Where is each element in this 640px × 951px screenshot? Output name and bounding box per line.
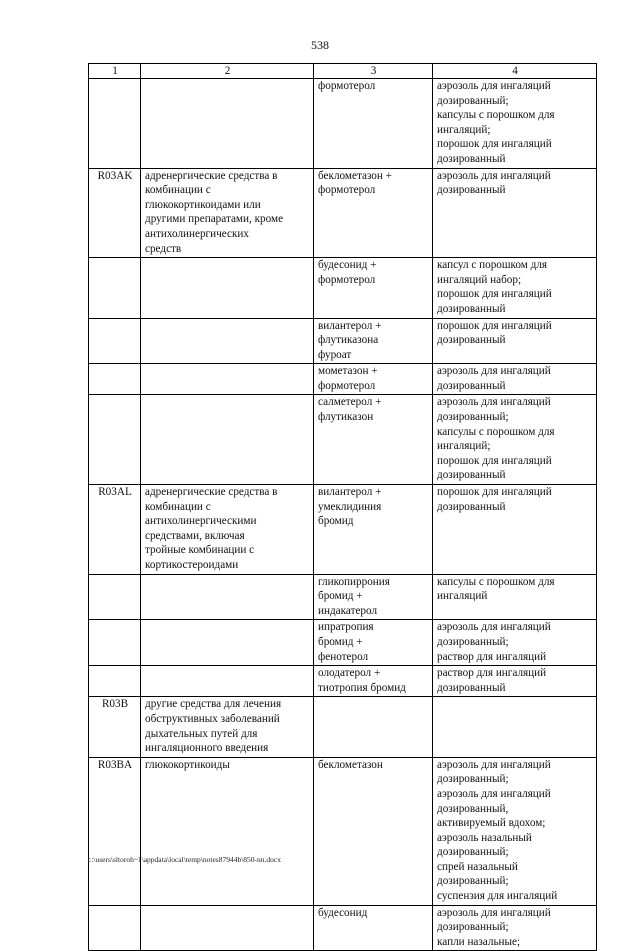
dosage-forms-line: аэрозоль назальный — [437, 831, 532, 844]
dosage-forms-line: дозированный — [437, 469, 506, 482]
group-name-line: антихолинергических — [145, 227, 249, 240]
drug-name-cell — [314, 318, 433, 364]
group-name-line: средств — [145, 242, 182, 255]
atc-code-cell: R03B — [89, 697, 141, 757]
dosage-forms-line: дозированный — [437, 152, 506, 165]
dosage-forms-line: порошок для ингаляций — [437, 138, 552, 151]
atc-code-cell — [89, 364, 141, 395]
group-name-cell — [141, 697, 314, 757]
group-name-cell — [141, 258, 314, 318]
drug-name-line: будесонид + — [318, 259, 377, 272]
drug-name-cell — [314, 258, 433, 318]
table-row — [89, 168, 597, 258]
table-row — [89, 79, 597, 169]
drug-name-line: тиотропия бромид — [318, 681, 406, 694]
dosage-forms-cell — [433, 258, 597, 318]
table-row — [89, 757, 597, 905]
dosage-forms-cell — [433, 905, 597, 951]
drug-name-line: будесонид — [318, 906, 368, 919]
atc-code-cell: R03AL — [89, 485, 141, 575]
dosage-forms-line: порошок для ингаляций — [437, 486, 552, 499]
dosage-forms-line: дозированный; — [437, 411, 509, 424]
dosage-forms-line: дозированный; — [437, 846, 509, 859]
group-name-cell — [141, 395, 314, 485]
footer-file-path: c:\users\sltoroh~1\appdata\local\temp\notes87944b\850-nn.docx — [88, 855, 281, 864]
dosage-forms-line: аэрозоль для ингаляций — [437, 621, 551, 634]
group-name-line: кортикостероидами — [145, 559, 239, 571]
drug-name-cell — [314, 574, 433, 620]
dosage-forms-line: дозированный — [437, 184, 506, 197]
atc-code-cell — [89, 620, 141, 666]
dosage-forms-line: капсулы с порошком для — [437, 109, 555, 122]
dosage-forms-line: дозированный — [437, 379, 506, 392]
group-name-line: адренергические средства в — [145, 486, 278, 499]
group-name-line: тройные комбинации с — [145, 544, 255, 557]
drug-name-cell — [314, 364, 433, 395]
dosage-forms-line: дозированный; — [437, 635, 509, 648]
atc-code-cell — [89, 318, 141, 364]
table-row — [89, 395, 597, 485]
header-col-3: 3 — [314, 64, 433, 79]
group-name-cell — [141, 574, 314, 620]
drug-name-cell — [314, 168, 433, 258]
group-name-cell — [141, 666, 314, 697]
atc-code-cell: R03AK — [89, 168, 141, 258]
dosage-forms-line: дозированный; — [437, 875, 509, 888]
dosage-forms-line: ингаляций — [437, 590, 488, 603]
drug-name-line: вилантерол + — [318, 319, 382, 332]
dosage-forms-line: дозированный; — [437, 94, 509, 107]
table-row — [89, 666, 597, 697]
group-name-line: средствами, включая — [145, 529, 245, 542]
atc-code-cell — [89, 905, 141, 951]
group-name-cell — [141, 485, 314, 575]
dosage-forms-line: аэрозоль для ингаляций — [437, 80, 551, 92]
dosage-forms-line: дозированный, — [437, 802, 509, 815]
table-row — [89, 905, 597, 951]
dosage-forms-cell — [433, 395, 597, 485]
drug-name-cell — [314, 697, 433, 757]
dosage-forms-cell — [433, 318, 597, 364]
group-name-line: комбинации с — [145, 500, 211, 513]
dosage-forms-line: аэрозоль для ингаляций — [437, 169, 551, 182]
atc-code-cell — [89, 574, 141, 620]
drug-name-line: умеклидиния — [318, 500, 382, 513]
drug-name-line: флутиказона — [318, 334, 379, 347]
dosage-forms-line: дозированный — [437, 681, 506, 694]
table-row — [89, 620, 597, 666]
dosage-forms-line: порошок для ингаляций — [437, 319, 552, 332]
group-name-cell — [141, 620, 314, 666]
group-name-cell — [141, 757, 314, 905]
group-name-cell — [141, 168, 314, 258]
dosage-forms-cell — [433, 697, 597, 757]
group-name-line: антихолинергическими — [145, 515, 257, 528]
group-name-line: глюкокортикоидами или — [145, 198, 261, 211]
dosage-forms-cell — [433, 620, 597, 666]
group-name-line: обструктивных заболеваний — [145, 712, 280, 725]
drug-name-line: олодатерол + — [318, 667, 381, 680]
page-number: 538 — [311, 38, 329, 52]
drug-name-line: бромид + — [318, 635, 363, 648]
dosage-forms-line: аэрозоль для ингаляций — [437, 365, 551, 378]
drug-name-line: бромид — [318, 515, 354, 528]
atc-code-cell — [89, 666, 141, 697]
dosage-forms-line: ингаляций; — [437, 123, 491, 136]
dosage-forms-line: спрей назальный — [437, 860, 518, 873]
group-name-line: адренергические средства в — [145, 169, 278, 182]
drug-name-line: бромид + — [318, 590, 363, 603]
atc-code-cell — [89, 258, 141, 318]
dosage-forms-cell — [433, 485, 597, 575]
dosage-forms-line: порошок для ингаляций — [437, 454, 552, 467]
atc-code-cell: R03BA — [89, 757, 141, 905]
dosage-forms-line: дозированный — [437, 302, 506, 315]
dosage-forms-line: аэрозоль для ингаляций — [437, 396, 551, 409]
group-name-cell — [141, 364, 314, 395]
drug-name-line: фенотерол — [318, 650, 369, 663]
group-name-line: другими препаратами, кроме — [145, 213, 284, 226]
drug-name-cell — [314, 620, 433, 666]
drug-name-line: салметерол + — [318, 396, 382, 409]
drug-name-line: формотерол — [318, 80, 376, 92]
dosage-forms-line: активируемый вдохом; — [437, 817, 546, 830]
drug-name-line: мометазон + — [318, 365, 378, 378]
drug-name-line: формотерол — [318, 379, 376, 392]
dosage-forms-line: капсулы с порошком для — [437, 425, 555, 438]
group-name-cell — [141, 318, 314, 364]
dosage-forms-line: дозированный; — [437, 921, 509, 934]
table-row — [89, 258, 597, 318]
atc-code-cell — [89, 395, 141, 485]
drug-name-line: вилантерол + — [318, 486, 382, 499]
dosage-forms-line: дозированный; — [437, 773, 509, 786]
dosage-forms-line: ингаляций; — [437, 440, 491, 453]
dosage-forms-cell — [433, 757, 597, 905]
drug-name-line: беклометазон + — [318, 169, 392, 182]
table-row — [89, 574, 597, 620]
drug-name-line: ипратропия — [318, 621, 374, 634]
drug-name-line: фуроат — [318, 348, 352, 361]
dosage-forms-cell — [433, 364, 597, 395]
dosage-forms-line: капсулы с порошком для — [437, 575, 555, 588]
dosage-forms-cell — [433, 79, 597, 169]
table-row — [89, 318, 597, 364]
dosage-forms-cell — [433, 574, 597, 620]
dosage-forms-line: аэрозоль для ингаляций — [437, 906, 551, 919]
dosage-forms-line: ингаляций набор; — [437, 273, 522, 286]
drug-name-cell — [314, 905, 433, 951]
group-name-line: дыхательных путей для — [145, 727, 258, 740]
drug-name-line: беклометазон — [318, 758, 383, 771]
table-row — [89, 485, 597, 575]
dosage-forms-cell — [433, 168, 597, 258]
dosage-forms-line: капли назальные; — [437, 935, 521, 948]
drug-name-cell — [314, 666, 433, 697]
dosage-forms-line: дозированный — [437, 500, 506, 513]
dosage-forms-cell — [433, 666, 597, 697]
drug-name-cell — [314, 395, 433, 485]
group-name-cell — [141, 905, 314, 951]
drug-name-line: формотерол — [318, 273, 376, 286]
dosage-forms-line: раствор для ингаляций — [437, 650, 547, 663]
header-col-4: 4 — [433, 64, 597, 79]
group-name-line: ингаляционного введения — [145, 742, 269, 755]
group-name-line: другие средства для лечения — [145, 698, 282, 711]
drug-table — [88, 63, 597, 951]
drug-name-line: флутиказон — [318, 411, 374, 424]
table-row — [89, 697, 597, 757]
drug-name-line: формотерол — [318, 184, 376, 197]
header-col-2: 2 — [141, 64, 314, 79]
group-name-line: комбинации с — [145, 184, 211, 197]
drug-name-cell — [314, 757, 433, 905]
table-header-row — [89, 64, 597, 79]
group-name-line: глюкокортикоиды — [145, 758, 230, 771]
drug-name-line: гликопиррония — [318, 575, 390, 588]
dosage-forms-line: аэрозоль для ингаляций — [437, 758, 551, 771]
group-name-cell — [141, 79, 314, 169]
drug-name-cell — [314, 485, 433, 575]
dosage-forms-line: суспензия для ингаляций — [437, 890, 558, 903]
dosage-forms-line: аэрозоль для ингаляций — [437, 787, 551, 800]
header-col-1: 1 — [89, 64, 141, 79]
dosage-forms-line: капсул с порошком для — [437, 259, 548, 272]
table-row — [89, 364, 597, 395]
atc-code-cell — [89, 79, 141, 169]
drug-name-line: индакатерол — [318, 604, 378, 617]
dosage-forms-line: дозированный — [437, 334, 506, 347]
dosage-forms-line: раствор для ингаляций — [437, 667, 547, 680]
dosage-forms-line: порошок для ингаляций — [437, 288, 552, 301]
drug-name-cell — [314, 79, 433, 169]
